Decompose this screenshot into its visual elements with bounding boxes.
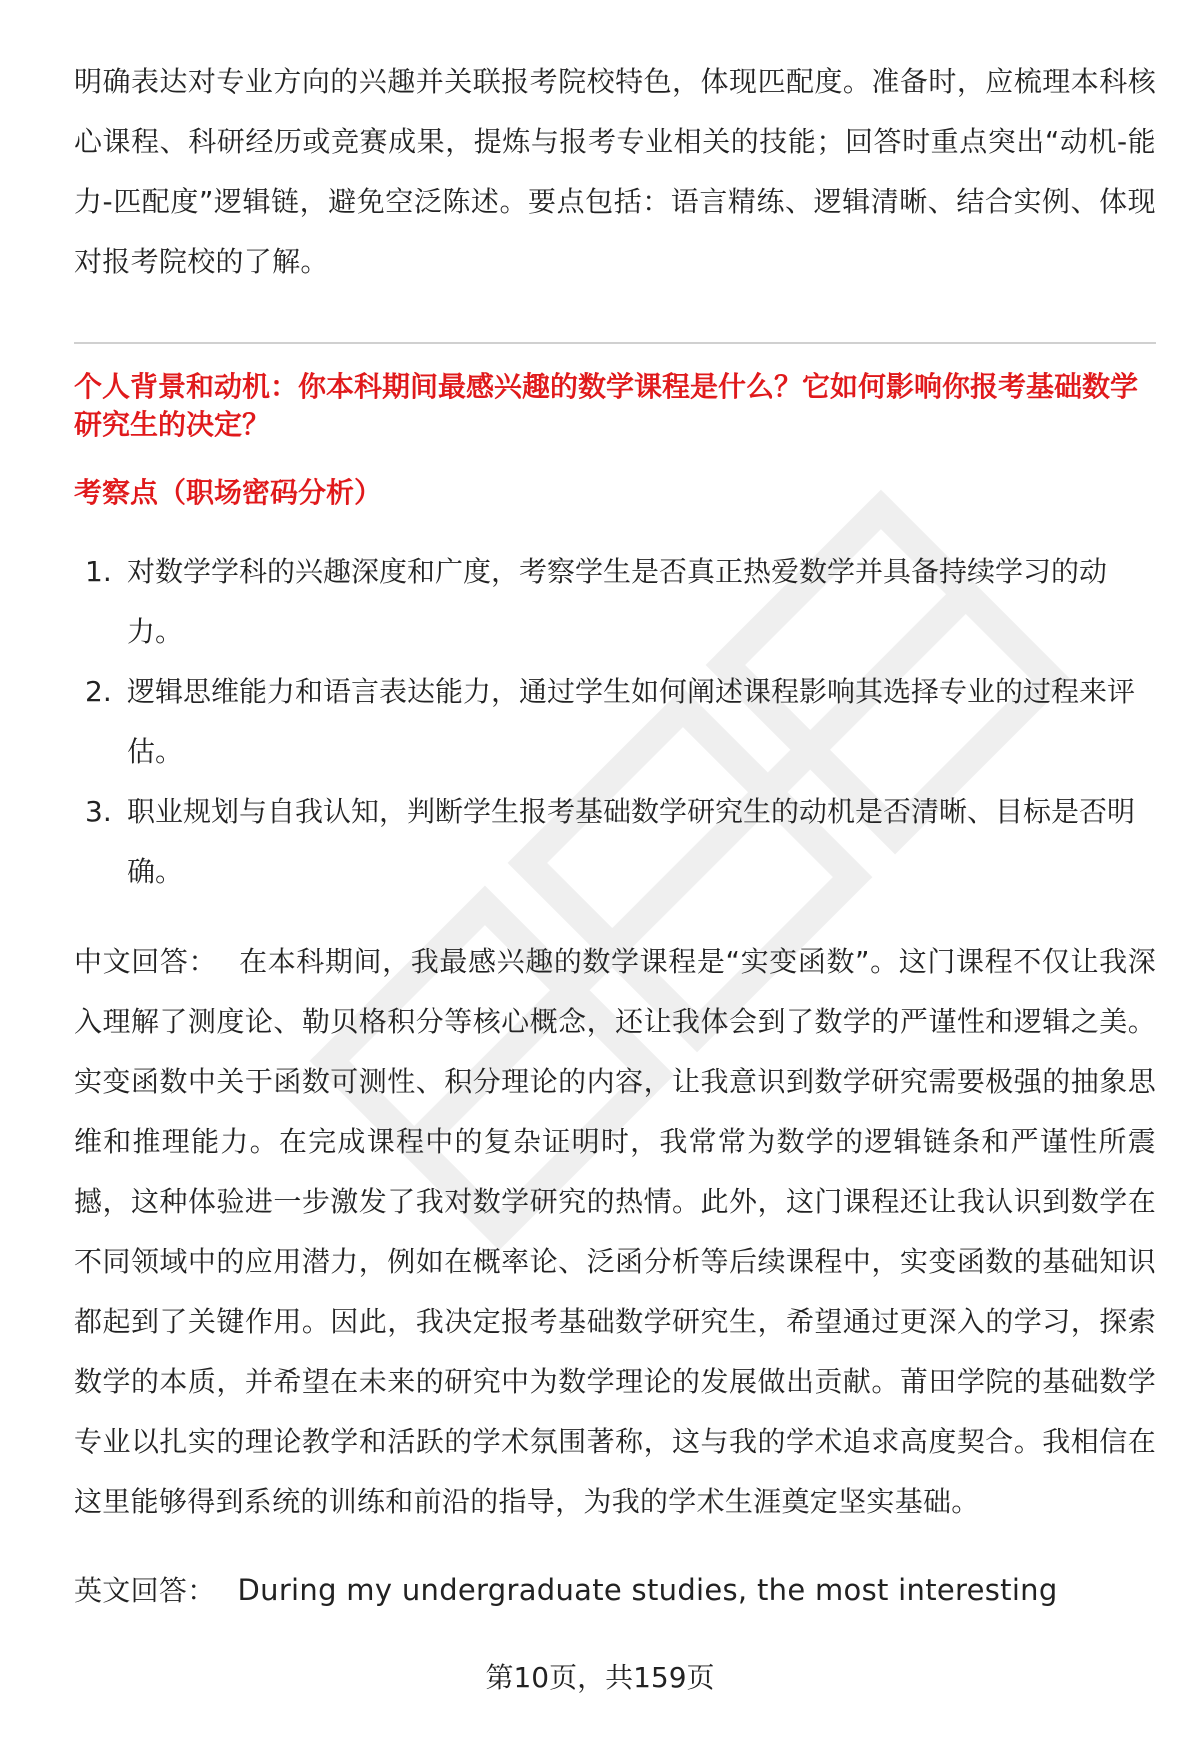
answer-chinese [74,932,1156,1532]
answer-english-text: During my undergraduate studies, the most interesting [237,1573,1058,1607]
page-footer: 第10页，共159页 [485,1661,715,1694]
list-item-number: 2. [85,675,112,708]
list-item-text: 职业规划与自我认知，判断学生报考基础数学研究生的动机是否清晰、目标是否明确。 [127,795,1136,888]
list-item-number: 3. [85,795,112,828]
answer-english [74,1560,1156,1621]
list-item-number: 1. [85,555,112,588]
answer-chinese-text: 在本科期间，我最感兴趣的数学课程是“实变函数”。这门课程不仅让我深入理解了测度论、勒贝格积分等核心概念，还让我体会到了数学的严谨性和逻辑之美。实变函数中关于函数可测性、积分理论的内容，让我意识到数学研究需要极强的抽象思维和推理能力。在完成课程中的复杂证明时，我常常为数学的逻辑链条和严谨性所震撼，这种体验进一步激发了我对数学研究的热情。此外，这门课程还让我认识到数学在不同领域中的应用潜力，例如在概率论、泛函分析等后续课程中，实变函数的基础知识都起到了关键作用。因此，我决定报考基础数学研究生，希望通过更深入的学习，探索数学的本质，并希望在未来的研究中为数学理论的发展做出贡献。莆田学院的基础数学专业以扎实的理论教学和活跃的学术氛围著称，这与我的学术追求高度契合。我相信在这里能够得到系统的训练和前沿的指导，为我的学术生涯奠定坚实基础。 [74,945,1156,1518]
answer-english-label: 英文回答： [74,1574,216,1607]
list-item-text: 逻辑思维能力和语言表达能力，通过学生如何阐述课程影响其选择专业的过程来评估。 [127,675,1136,768]
list-item [74,782,1156,902]
answer-chinese-label: 中文回答： [74,945,218,978]
list-item [74,662,1156,782]
intro-paragraph: 明确表达对专业方向的兴趣并关联报考院校特色，体现匹配度。准备时，应梳理本科核心课程、科研经历或竞赛成果，提炼与报考专业相关的技能；回答时重点突出“动机-能力-匹配度”逻辑链，避免空泛陈述。要点包括：语言精练、逻辑清晰、结合实例、体现对报考院校的了解。 [74,65,1156,278]
points-heading: 考察点（职场密码分析） [74,476,383,509]
list-item-text: 对数学学科的兴趣深度和广度，考察学生是否真正热爱数学并具备持续学习的动力。 [127,555,1108,648]
document-page [74,52,1156,1621]
section-divider [74,342,1156,344]
list-item [74,542,1156,662]
question-title: 个人背景和动机：你本科期间最感兴趣的数学课程是什么？它如何影响你报考基础数学研究生的决定？ [74,370,1139,441]
assessment-points-list [74,542,1156,902]
